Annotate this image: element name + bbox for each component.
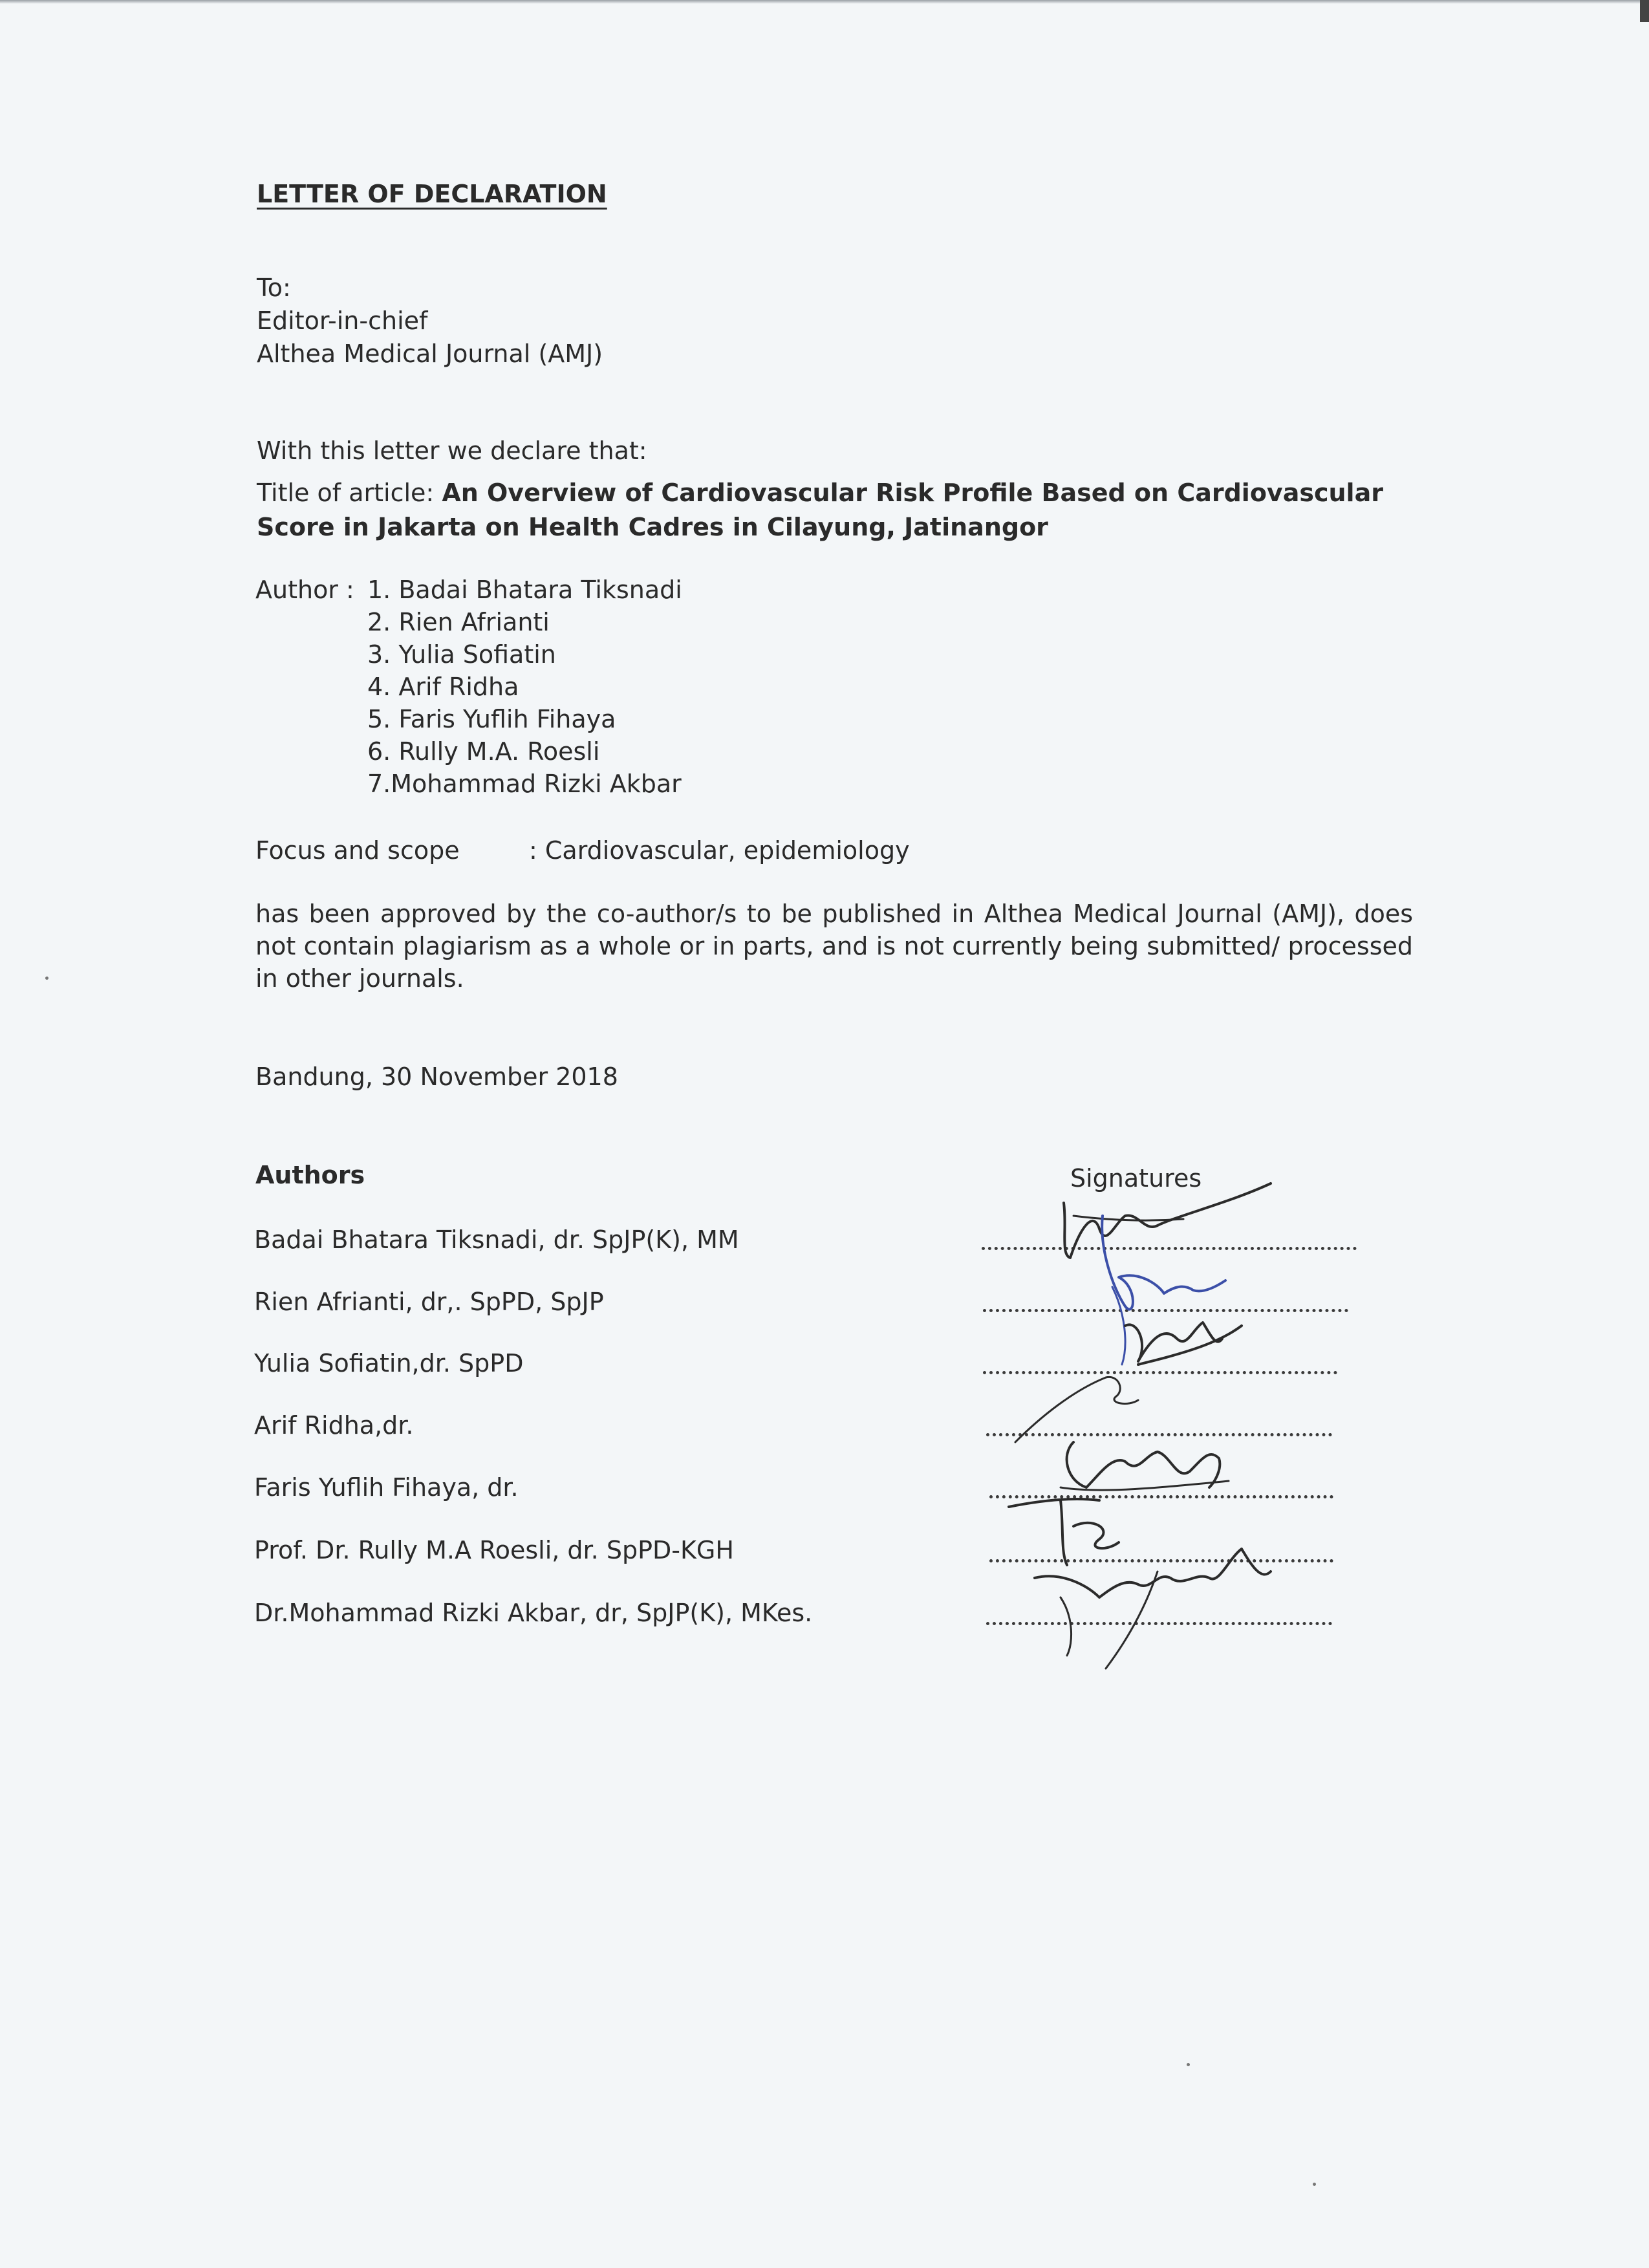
signatory-name: Dr.Mohammad Rizki Akbar, dr, SpJP(K), MKes. [254,1599,813,1627]
page-title: LETTER OF DECLARATION [257,180,607,208]
signature-line [986,1433,1332,1436]
signature-mark [1061,1481,1229,1490]
signature-mark [1009,1499,1119,1565]
signature-mark [1112,1287,1125,1365]
signature-line [983,1371,1337,1374]
signature-line [983,1309,1348,1312]
signature-mark [1125,1323,1242,1365]
focus-label: Focus and scope [255,836,460,865]
signature-mark [1015,1377,1138,1442]
author-item: 6. Rully M.A. Roesli [367,737,600,766]
author-list-label: Author : [255,576,354,604]
signatory-name: Faris Yuflih Fihaya, dr. [254,1473,519,1502]
author-item: 5. Faris Yuflih Fihaya [367,705,616,733]
article-title-label: Title of article: [257,479,442,507]
signature-line [986,1622,1332,1625]
signature-line [982,1247,1357,1250]
signature-line [989,1559,1333,1562]
recipient-editor: Editor-in-chief [257,307,428,335]
signatory-name: Arif Ridha,dr. [254,1411,414,1440]
signature-mark [1067,1442,1220,1487]
place-date: Bandung, 30 November 2018 [255,1063,618,1091]
signatory-name: Badai Bhatara Tiksnadi, dr. SpJP(K), MM [254,1226,739,1254]
article-title-text-1: An Overview of Cardiovascular Risk Profile Based on Cardiovascular [442,479,1383,507]
recipient-journal: Althea Medical Journal (AMJ) [257,340,603,368]
signature-mark [1061,1571,1158,1669]
signatory-name: Yulia Sofiatin,dr. SpPD [254,1349,524,1377]
authors-column-header: Authors [255,1161,365,1189]
author-item: 4. Arif Ridha [367,673,519,701]
signature-line [989,1495,1333,1498]
signature-mark [1102,1216,1225,1310]
signature-mark [1073,1216,1183,1220]
scan-speck [1313,2183,1316,2186]
article-title-line1 [257,477,1383,509]
recipient-to: To: [257,274,291,302]
signatures-column-header: Signatures [1070,1164,1202,1193]
signatory-name: Prof. Dr. Rully M.A Roesli, dr. SpPD-KGH [254,1536,734,1564]
signature-mark [1035,1549,1271,1597]
author-item: 2. Rien Afrianti [367,608,550,636]
scan-speck [1187,2063,1190,2066]
author-item: 7.Mohammad Rizki Akbar [367,770,682,798]
approval-statement: has been approved by the co-author/s to be published in Althea Medical Journal (AMJ), does not contain plagiarism as a whole or in parts, and is not currently being submitted/ processed in other journals. [255,900,1413,993]
author-item: 3. Yulia Sofiatin [367,640,556,669]
declaration-intro: With this letter we declare that: [257,437,647,465]
focus-value: : Cardiovascular, epidemiology [529,836,910,865]
scan-speck [45,977,48,980]
article-title-line2: Score in Jakarta on Health Cadres in Cilayung, Jatinangor [257,513,1048,541]
signatory-name: Rien Afrianti, dr,. SpPD, SpJP [254,1288,604,1316]
author-item: 1. Badai Bhatara Tiksnadi [367,576,682,604]
